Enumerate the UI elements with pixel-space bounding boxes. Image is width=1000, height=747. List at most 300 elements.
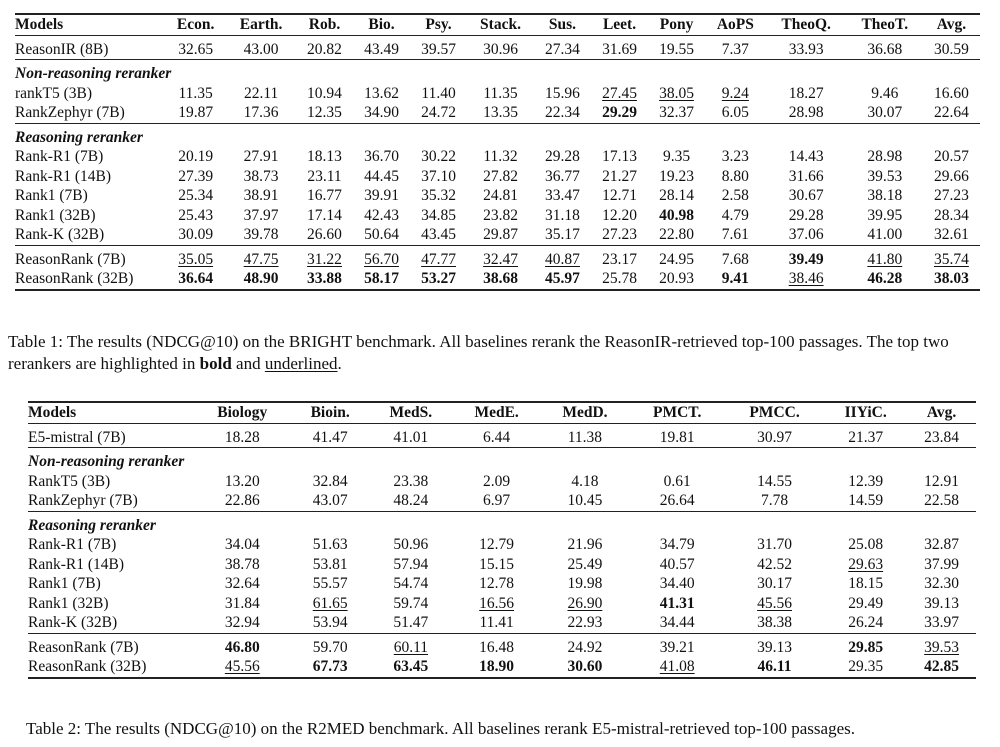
column-header: Sus. [534,14,591,35]
bright-results-table [15,13,980,291]
score-cell: 39.53 [907,633,976,657]
score-cell: 25.08 [848,536,884,553]
column-header: PMCT. [629,402,724,423]
model-name: ReasonIR (8B) [15,35,165,60]
column-header: IIYiC. [824,402,907,423]
model-name: ReasonRank (32B) [15,269,165,290]
score-cell: 31.84 [224,594,260,612]
score-cell: 31.18 [545,206,580,224]
score-cell: 43.00 [226,35,296,60]
score-cell: 16.56 [479,594,515,612]
score-cell: 19.87 [178,104,214,121]
score-cell: 41.80 [847,245,923,269]
score-cell: 22.64 [934,104,969,121]
score-cell: 28.34 [934,206,969,224]
score-cell: 25.49 [567,555,603,573]
score-cell: 29.29 [602,104,637,121]
score-cell: 34.85 [421,206,456,224]
score-cell: 35.74 [923,245,980,269]
header-row [15,14,980,35]
column-header: MedS. [369,402,453,423]
score-cell: 14.59 [848,492,884,509]
score-cell: 43.45 [421,226,456,243]
score-cell: 7.68 [705,245,766,269]
score-cell: 37.06 [788,226,824,243]
score-cell: 44.45 [364,167,399,185]
column-header: Avg. [923,14,980,35]
score-cell: 26.24 [848,614,884,631]
score-cell: 7.78 [760,492,789,509]
score-cell: 29.85 [824,633,907,657]
score-cell: 32.65 [165,35,226,60]
score-cell: 34.44 [659,614,695,631]
score-cell: 58.17 [353,269,410,290]
score-cell: 51.63 [312,536,348,553]
score-cell: 22.34 [545,104,580,121]
score-cell: 38.05 [659,84,694,102]
score-cell: 39.78 [243,226,279,243]
score-cell: 23.82 [483,206,518,224]
score-cell: 38.78 [224,555,260,573]
score-cell: 31.22 [296,245,353,269]
score-cell: 30.09 [178,226,214,243]
score-cell: 27.39 [178,167,214,185]
score-cell: 12.78 [479,575,515,592]
score-cell: 19.98 [567,575,603,592]
score-cell: 29.28 [788,206,824,224]
score-cell: 23.17 [591,245,648,269]
score-cell: 17.14 [307,206,342,224]
score-cell: 23.11 [307,167,342,185]
table-row [28,633,976,657]
score-cell: 11.35 [483,84,518,102]
score-cell: 13.62 [364,84,399,102]
score-cell: 35.17 [545,226,580,243]
score-cell: 18.13 [307,148,342,165]
table-row [15,269,980,290]
score-cell: 32.64 [224,575,260,592]
score-cell: 4.79 [721,206,749,224]
model-name: Rank-R1 (7B) [15,148,104,165]
score-cell: 45.97 [534,269,591,290]
table-row [15,35,980,60]
table-row [15,225,980,245]
score-cell: 24.72 [421,104,456,121]
score-cell: 30.97 [725,423,824,448]
score-cell: 67.73 [292,657,369,678]
model-name: E5-mistral (7B) [28,423,193,448]
score-cell: 29.66 [934,167,969,185]
score-cell: 12.39 [848,472,884,490]
score-cell: 0.61 [663,472,691,490]
score-cell: 39.21 [629,633,724,657]
table-row [28,613,976,633]
section-row [15,123,980,147]
table-row [28,423,976,448]
score-cell: 14.43 [788,148,824,165]
score-cell: 29.35 [824,657,907,678]
score-cell: 47.75 [226,245,296,269]
score-cell: 34.79 [659,536,695,553]
score-cell: 30.59 [923,35,980,60]
score-cell: 46.11 [725,657,824,678]
score-cell: 23.38 [393,472,429,490]
column-header: Rob. [296,14,353,35]
score-cell: 12.91 [924,472,960,490]
score-cell: 21.27 [602,167,637,185]
model-name: Rank-R1 (7B) [28,536,117,553]
model-name: Rank1 (7B) [15,187,88,204]
score-cell: 19.81 [629,423,724,448]
score-cell: 32.84 [312,472,348,490]
table-row [28,574,976,594]
score-cell: 39.13 [924,594,960,612]
score-cell: 41.31 [659,594,695,612]
score-cell: 10.94 [307,84,342,102]
score-cell: 34.40 [659,575,695,592]
score-cell: 63.45 [369,657,453,678]
score-cell: 30.67 [788,187,824,204]
score-cell: 18.90 [453,657,540,678]
score-cell: 37.10 [421,167,456,185]
table-row [15,147,980,167]
score-cell: 37.97 [243,206,279,224]
score-cell: 37.99 [924,555,960,573]
column-header: TheoT. [847,14,923,35]
score-cell: 27.91 [243,148,279,165]
table-row [28,594,976,614]
score-cell: 27.82 [483,167,518,185]
score-cell: 35.32 [421,187,456,204]
score-cell: 36.68 [847,35,923,60]
model-name: Rank1 (32B) [28,594,109,612]
score-cell: 36.77 [545,167,580,185]
score-cell: 45.56 [193,657,292,678]
score-cell: 38.46 [766,269,847,290]
column-header: Leet. [591,14,648,35]
score-cell: 33.47 [545,187,580,204]
score-cell: 7.37 [705,35,766,60]
score-cell: 29.87 [483,226,518,243]
score-cell: 39.91 [364,187,399,204]
score-cell: 26.64 [659,492,695,509]
score-cell: 20.57 [934,148,969,165]
score-cell: 9.41 [705,269,766,290]
model-name: RankZephyr (7B) [15,104,125,121]
score-cell: 22.58 [924,492,960,509]
table-row [15,245,980,269]
score-cell: 33.93 [766,35,847,60]
column-header: Bioin. [292,402,369,423]
score-cell: 20.19 [178,148,214,165]
table-row [15,103,980,123]
score-cell: 34.90 [364,104,399,121]
score-cell: 53.94 [312,614,348,631]
score-cell: 15.96 [545,84,580,102]
score-cell: 31.70 [757,536,792,553]
column-header: TheoQ. [766,14,847,35]
section-row [28,448,976,472]
score-cell: 46.28 [847,269,923,290]
score-cell: 41.01 [369,423,453,448]
score-cell: 39.57 [410,35,467,60]
score-cell: 50.96 [393,536,429,553]
model-name: RankT5 (3B) [28,472,111,490]
score-cell: 30.96 [467,35,534,60]
score-cell: 6.44 [453,423,540,448]
score-cell: 2.58 [721,187,749,204]
score-cell: 32.94 [224,614,260,631]
score-cell: 13.20 [224,472,260,490]
score-cell: 59.70 [292,633,369,657]
score-cell: 40.98 [659,206,694,224]
score-cell: 28.98 [788,104,824,121]
score-cell: 18.15 [848,575,884,592]
score-cell: 22.11 [243,84,279,102]
score-cell: 55.57 [312,575,348,592]
score-cell: 30.60 [540,657,629,678]
table1-caption [8,331,998,375]
score-cell: 50.64 [364,226,399,243]
score-cell: 7.61 [721,226,749,243]
column-header: Models [15,14,165,35]
model-name: RankZephyr (7B) [28,492,138,509]
model-name: ReasonRank (7B) [15,245,165,269]
table-row [15,206,980,226]
table-row [28,472,976,492]
score-cell: 11.38 [540,423,629,448]
score-cell: 43.49 [353,35,410,60]
score-cell: 12.79 [479,536,515,553]
score-cell: 6.05 [721,104,749,121]
model-name: rankT5 (3B) [15,84,93,102]
score-cell: 4.18 [571,472,599,490]
score-cell: 41.47 [292,423,369,448]
section-label: Reasoning reranker [28,511,976,535]
r2med-results-table [28,401,976,679]
score-cell: 14.55 [757,472,792,490]
model-name: Rank1 (7B) [28,575,101,592]
caption-underlined-word: underlined [264,354,338,373]
model-name: Rank-R1 (14B) [15,167,112,185]
score-cell: 19.55 [648,35,705,60]
score-cell: 18.27 [788,84,824,102]
score-cell: 29.28 [545,148,580,165]
score-cell: 47.77 [410,245,467,269]
score-cell: 38.18 [867,187,903,204]
header-row [28,402,976,423]
score-cell: 12.71 [602,187,637,204]
score-cell: 15.15 [479,555,515,573]
score-cell: 6.97 [483,492,511,509]
score-cell: 34.04 [224,536,260,553]
score-cell: 31.69 [591,35,648,60]
score-cell: 39.95 [867,206,903,224]
score-cell: 20.82 [296,35,353,60]
score-cell: 20.93 [648,269,705,290]
score-cell: 57.94 [393,555,429,573]
caption-text: Table 1: The results (NDCG@10) on the BRIGHT benchmark. All baselines rerank the ReasonIR-retrieved top-100 passages. The top two rerankers are highlighted in [8,332,949,373]
score-cell: 42.52 [757,555,792,573]
score-cell: 56.70 [353,245,410,269]
score-cell: 11.32 [483,148,518,165]
score-cell: 40.87 [534,245,591,269]
score-cell: 59.74 [393,594,429,612]
score-cell: 17.13 [602,148,637,165]
score-cell: 24.81 [483,187,518,204]
score-cell: 12.35 [307,104,342,121]
model-name: ReasonRank (32B) [28,657,193,678]
table-row [15,186,980,206]
score-cell: 42.85 [907,657,976,678]
score-cell: 38.03 [923,269,980,290]
score-cell: 35.05 [165,245,226,269]
score-cell: 10.45 [567,492,603,509]
score-cell: 26.60 [307,226,342,243]
score-cell: 2.09 [483,472,511,490]
score-cell: 29.63 [848,555,884,573]
section-label: Non-reasoning reranker [28,448,976,472]
score-cell: 27.23 [602,226,637,243]
table-row [15,167,980,187]
score-cell: 11.41 [479,614,514,631]
score-cell: 41.00 [867,226,903,243]
column-header: MedD. [540,402,629,423]
column-header: Biology [193,402,292,423]
score-cell: 3.23 [721,148,749,165]
column-header: Bio. [353,14,410,35]
score-cell: 43.07 [312,492,348,509]
section-row [15,60,980,84]
model-name: ReasonRank (7B) [28,633,193,657]
score-cell: 48.90 [226,269,296,290]
score-cell: 30.17 [757,575,792,592]
caption-period: . [337,354,342,373]
score-cell: 22.80 [659,226,694,243]
column-header: Earth. [226,14,296,35]
column-header: Stack. [467,14,534,35]
score-cell: 30.07 [867,104,903,121]
score-cell: 9.35 [662,148,691,165]
score-cell: 38.91 [243,187,279,204]
score-cell: 36.64 [165,269,226,290]
score-cell: 60.11 [369,633,453,657]
score-cell: 31.66 [788,167,824,185]
score-cell: 16.48 [453,633,540,657]
score-cell: 18.28 [193,423,292,448]
score-cell: 51.47 [393,614,429,631]
model-name: Rank-K (32B) [28,614,118,631]
score-cell: 41.08 [629,657,724,678]
score-cell: 38.38 [757,614,792,631]
score-cell: 32.61 [934,226,969,243]
score-cell: 30.22 [421,148,456,165]
score-cell: 39.53 [867,167,903,185]
score-cell: 22.93 [567,614,603,631]
score-cell: 13.35 [483,104,518,121]
score-cell: 16.60 [934,84,969,102]
score-cell: 38.68 [467,269,534,290]
table-row [28,535,976,555]
score-cell: 39.49 [766,245,847,269]
score-cell: 27.23 [934,187,969,204]
model-name: Rank-R1 (14B) [28,555,125,573]
score-cell: 25.78 [591,269,648,290]
score-cell: 45.56 [757,594,792,612]
column-header: PMCC. [725,402,824,423]
score-cell: 16.77 [307,187,342,204]
score-cell: 9.24 [721,84,749,102]
column-header: Econ. [165,14,226,35]
score-cell: 48.24 [393,492,429,509]
score-cell: 32.47 [467,245,534,269]
score-cell: 29.49 [848,594,884,612]
score-cell: 32.87 [924,536,960,553]
score-cell: 28.98 [867,148,903,165]
score-cell: 11.35 [178,84,213,102]
score-cell: 61.65 [312,594,348,612]
score-cell: 22.86 [224,492,260,509]
score-cell: 53.81 [312,555,348,573]
score-cell: 21.96 [567,536,603,553]
table-row [28,555,976,575]
score-cell: 19.23 [659,167,694,185]
score-cell: 54.74 [393,575,429,592]
score-cell: 40.57 [659,555,695,573]
section-row [28,511,976,535]
score-cell: 32.30 [924,575,960,592]
column-header: Psy. [410,14,467,35]
column-header: Models [28,402,193,423]
score-cell: 33.97 [924,614,960,631]
score-cell: 33.88 [296,269,353,290]
table-row [15,84,980,104]
score-cell: 11.40 [421,84,456,102]
score-cell: 39.13 [725,633,824,657]
score-cell: 12.20 [602,206,637,224]
score-cell: 27.34 [534,35,591,60]
score-cell: 36.70 [364,148,399,165]
column-header: AoPS [705,14,766,35]
caption-bold-word: bold [199,354,232,373]
caption-and: and [231,354,265,373]
score-cell: 24.92 [540,633,629,657]
column-header: Avg. [907,402,976,423]
score-cell: 17.36 [243,104,279,121]
table-row [28,491,976,511]
score-cell: 24.95 [648,245,705,269]
score-cell: 23.84 [907,423,976,448]
column-header: MedE. [453,402,540,423]
table2-caption: Table 2: The results (NDCG@10) on the R2MED benchmark. All baselines rerank E5-mistral-retrieved top-100 passages. [26,719,855,738]
score-cell: 25.43 [178,206,214,224]
score-cell: 38.73 [243,167,279,185]
score-cell: 9.46 [871,84,899,102]
score-cell: 8.80 [721,167,749,185]
score-cell: 32.37 [659,104,694,121]
score-cell: 28.14 [659,187,694,204]
section-label: Non-reasoning reranker [15,60,980,84]
model-name: Rank1 (32B) [15,206,96,224]
column-header: Pony [648,14,705,35]
score-cell: 46.80 [193,633,292,657]
section-label: Reasoning reranker [15,123,980,147]
model-name: Rank-K (32B) [15,226,105,243]
score-cell: 26.90 [567,594,603,612]
score-cell: 42.43 [364,206,399,224]
score-cell: 21.37 [824,423,907,448]
table-row [28,657,976,678]
